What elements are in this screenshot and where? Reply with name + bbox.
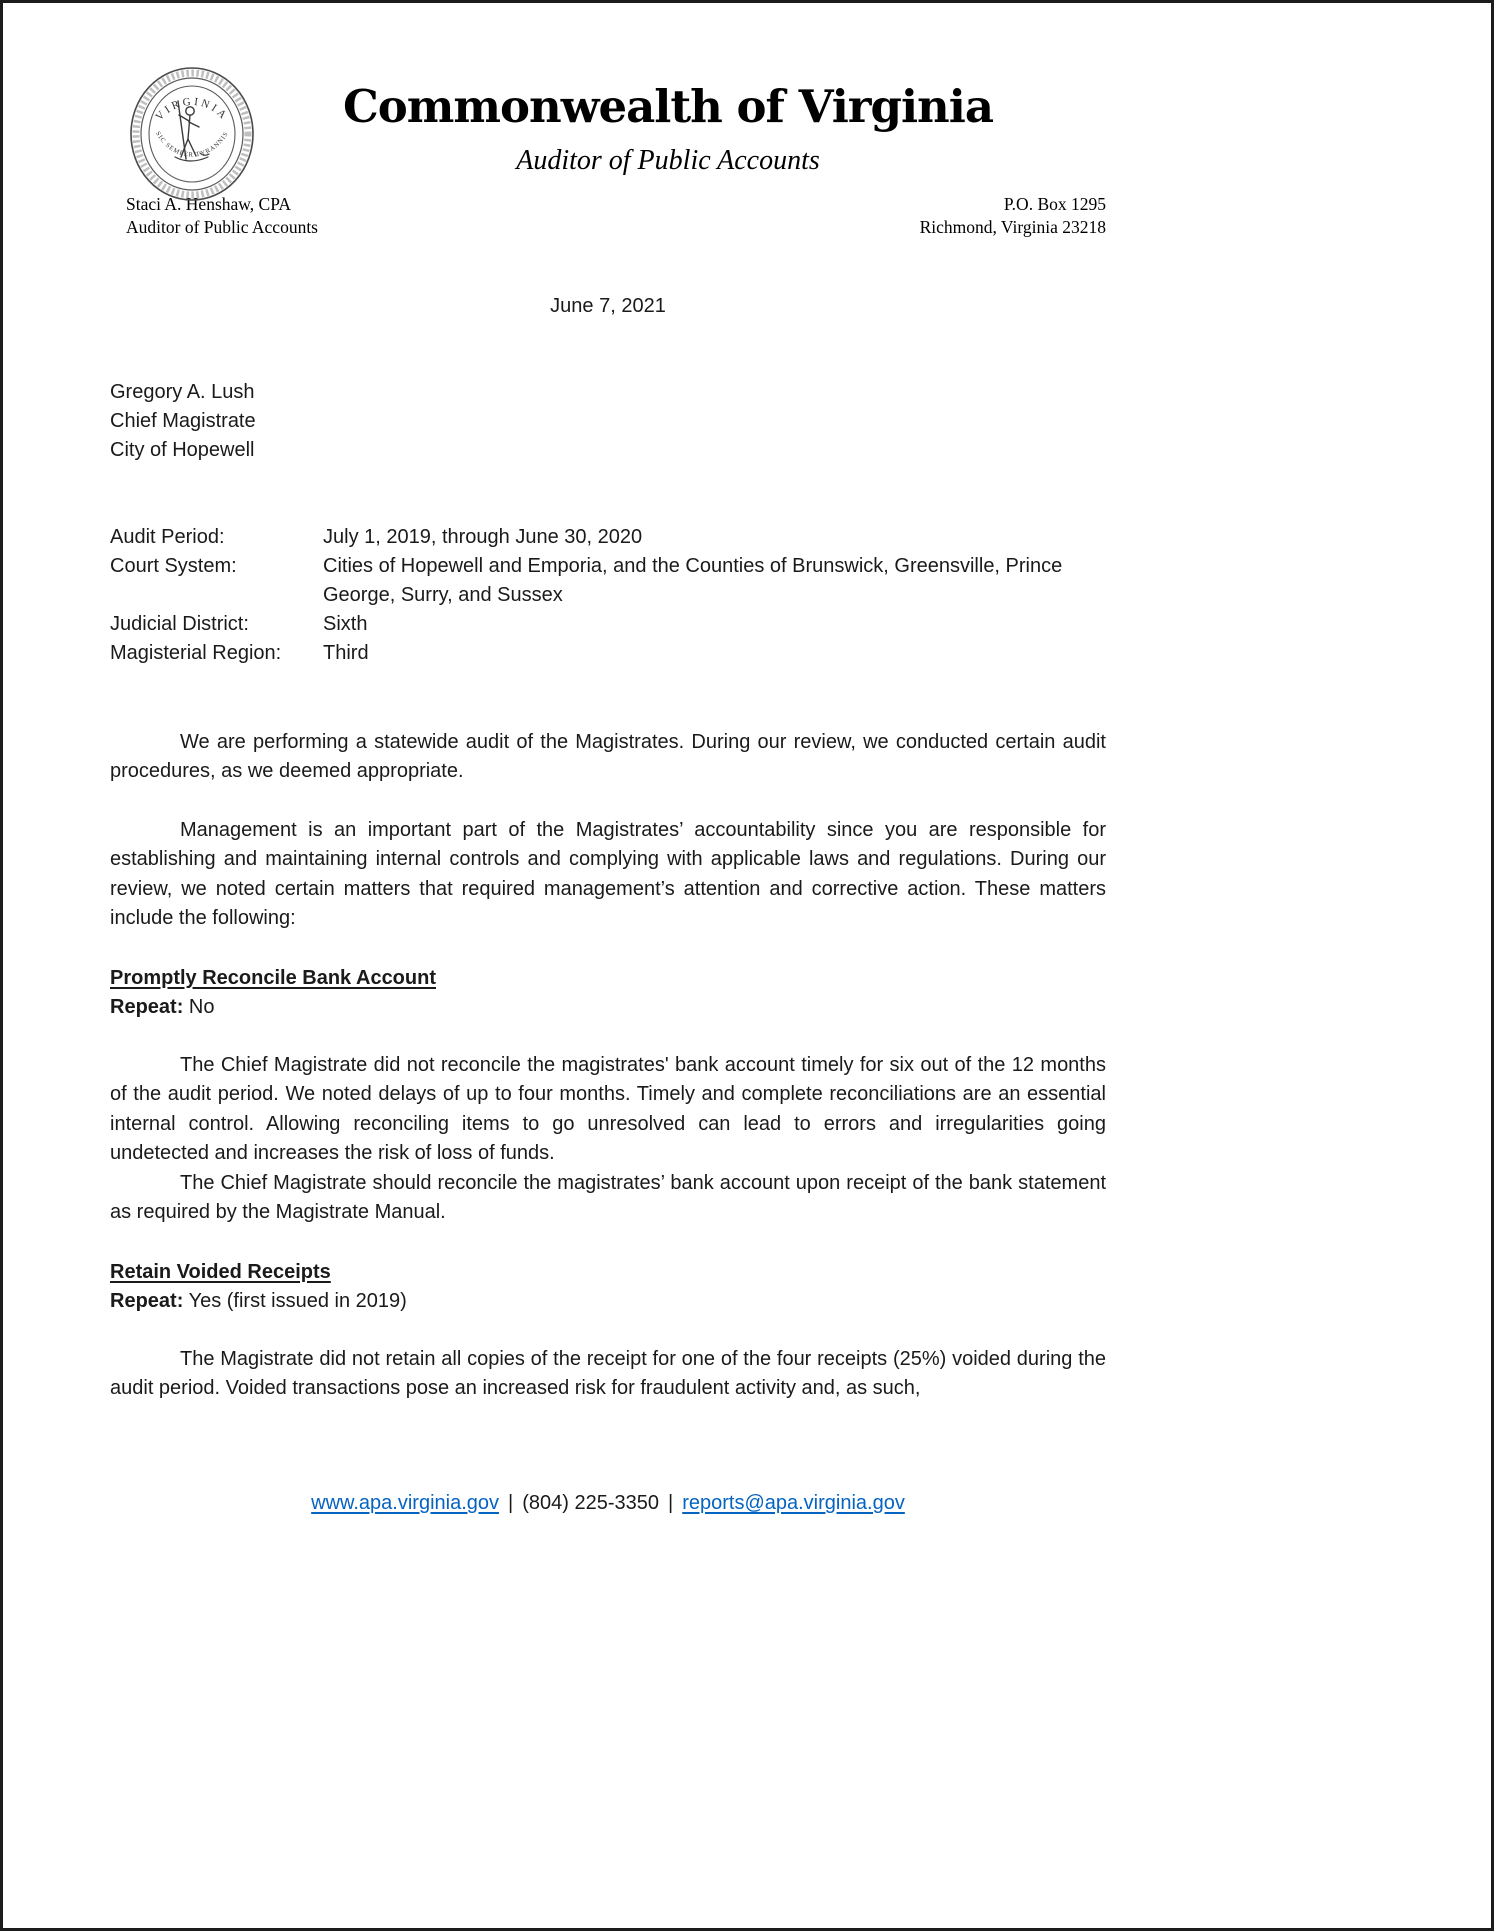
finding-heading: Promptly Reconcile Bank Account xyxy=(110,966,436,989)
info-value-audit-period: July 1, 2019, through June 30, 2020 xyxy=(323,525,643,548)
auditor-name: Staci A. Henshaw, CPA xyxy=(126,193,291,214)
footer-separator: | xyxy=(668,1492,674,1514)
audit-info-table xyxy=(110,523,1106,668)
auditor-title: Auditor of Public Accounts xyxy=(126,216,318,237)
finding-section-retain-voided-receipts xyxy=(110,1258,1106,1404)
virginia-state-seal-icon xyxy=(128,65,256,203)
city-state-zip-line: Richmond, Virginia 23218 xyxy=(919,216,1106,237)
website-link[interactable]: www.apa.virginia.gov xyxy=(311,1492,500,1514)
info-label-magisterial-region: Magisterial Region: xyxy=(110,641,282,664)
letterhead-subtitle: Auditor of Public Accounts xyxy=(516,144,820,176)
info-value-magisterial-region: Third xyxy=(323,641,369,664)
repeat-value: Yes (first issued in 2019) xyxy=(188,1289,407,1312)
repeat-value: No xyxy=(188,995,215,1018)
footer-separator: | xyxy=(508,1492,514,1514)
seal-motto-text: SIC SEMPER TYRANNIS xyxy=(154,130,230,159)
info-label-audit-period: Audit Period: xyxy=(110,525,225,548)
finding-repeat-line xyxy=(110,1287,1106,1316)
seal-top-text: VIRGINIA xyxy=(153,95,231,124)
recipient-block xyxy=(110,378,1106,465)
letterhead xyxy=(110,81,1106,177)
svg-text:SIC SEMPER TYRANNIS xyxy=(154,130,230,158)
info-value-court-system: Cities of Hopewell and Emporia, and the Counties of Brunswick, Greensville, Prince George, Surry, and Sussex xyxy=(323,554,1063,606)
phone-number: (804) 225-3350 xyxy=(522,1492,659,1514)
info-label-judicial-district: Judicial District: xyxy=(110,612,249,635)
letterhead-contacts xyxy=(110,193,1106,239)
finding-repeat-line xyxy=(110,993,1106,1022)
letterhead-title: Commonwealth of Virginia xyxy=(342,80,994,133)
recipient-organization: City of Hopewell xyxy=(110,438,255,461)
recipient-title: Chief Magistrate xyxy=(110,409,256,432)
finding-heading: Retain Voided Receipts xyxy=(110,1260,331,1283)
repeat-label: Repeat: xyxy=(110,1289,184,1312)
recipient-name: Gregory A. Lush xyxy=(110,380,255,403)
email-link[interactable]: reports@apa.virginia.gov xyxy=(682,1492,905,1514)
repeat-label: Repeat: xyxy=(110,995,184,1018)
info-label-court-system: Court System: xyxy=(110,554,237,577)
svg-text:VIRGINIA xyxy=(153,96,230,123)
finding-section-reconcile-bank-account xyxy=(110,964,1106,1228)
finding-paragraph: The Magistrate did not retain all copies of the receipt for one of the four receipts (25%) voided during the audit period. Voided transactions pose an increased risk for fraudulent activity and, as such, xyxy=(110,1347,1106,1400)
letter-date: June 7, 2021 xyxy=(550,294,666,317)
page-footer xyxy=(110,1492,1106,1515)
intro-paragraph-1: We are performing a statewide audit of the Magistrates. During our review, we conducted certain audit procedures, as we deemed appropriate. xyxy=(110,730,1106,783)
finding-paragraph: The Chief Magistrate should reconcile the magistrates’ bank account upon receipt of the bank statement as required by the Magistrate Manual. xyxy=(110,1171,1106,1224)
po-box-line: P.O. Box 1295 xyxy=(1003,193,1106,214)
info-value-judicial-district: Sixth xyxy=(323,612,368,635)
office-address-block xyxy=(920,193,1106,239)
intro-paragraph-2: Management is an important part of the Magistrates’ accountability since you are responsible for establishing and maintaining internal controls and complying with applicable laws and regulations. During our review, we noted certain matters that required management’s attention and corrective action. These matters include the following: xyxy=(110,818,1106,930)
finding-paragraph: The Chief Magistrate did not reconcile the magistrates' bank account timely for six out of the 12 months of the audit period. We noted delays of up to four months. Timely and complete reconciliations are an essential internal control. Allowing reconciling items to go unresolved can lead to errors and irregularities going undetected and increases the risk of loss of funds. xyxy=(110,1053,1106,1165)
